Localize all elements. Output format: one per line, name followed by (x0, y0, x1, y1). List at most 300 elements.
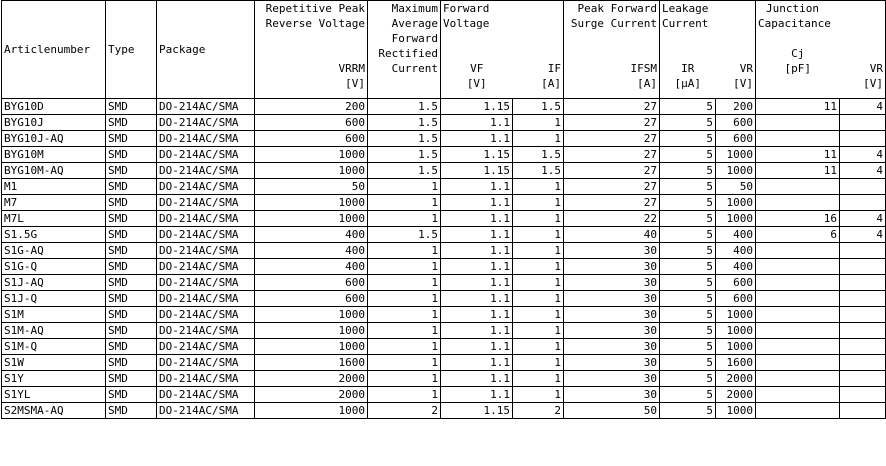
cell-vr: 400 (716, 227, 756, 243)
cell-vrrm: 1000 (255, 403, 368, 419)
cell-package: DO-214AC/SMA (157, 307, 255, 323)
cell-ir: 5 (660, 115, 716, 131)
cell-package: DO-214AC/SMA (157, 243, 255, 259)
header-fv-title-1: Forward (443, 2, 490, 15)
table-row (2, 227, 886, 243)
cell-ir: 5 (660, 147, 716, 163)
cell-article: S1J-Q (2, 291, 106, 307)
cell-article: S1.5G (2, 227, 106, 243)
cell-vf: 1.1 (441, 275, 513, 291)
cell-vf: 1.15 (441, 147, 513, 163)
header-vrrm-title-1: Repetitive Peak (265, 2, 365, 15)
cell-ir: 5 (660, 403, 716, 419)
cell-io: 1 (368, 275, 441, 291)
cell-type: SMD (106, 371, 157, 387)
header-ifsm-symbol: IFSM (630, 62, 657, 75)
cell-cj: 11 (756, 163, 840, 179)
cell-package: DO-214AC/SMA (157, 259, 255, 275)
cell-io: 1.5 (368, 227, 441, 243)
diode-spec-table (1, 0, 886, 419)
cell-vr2 (840, 339, 886, 355)
header-ir-symbol: IR (681, 62, 695, 75)
header-fv-title-2: Voltage (443, 17, 490, 30)
cell-if: 1.5 (513, 99, 564, 115)
cell-vr: 50 (716, 179, 756, 195)
cell-io: 2 (368, 403, 441, 419)
cell-vr: 1000 (716, 211, 756, 227)
cell-io: 1 (368, 259, 441, 275)
cell-ir: 5 (660, 387, 716, 403)
cell-vr: 600 (716, 275, 756, 291)
cell-ir: 5 (660, 259, 716, 275)
header-io-title-3: Forward (391, 32, 438, 45)
cell-if: 1.5 (513, 163, 564, 179)
header-vf-unit: [V] (466, 77, 487, 90)
cell-article: S2MSMA-AQ (2, 403, 106, 419)
table-row (2, 195, 886, 211)
cell-vf: 1.1 (441, 211, 513, 227)
cell-type: SMD (106, 387, 157, 403)
cell-vr: 1000 (716, 323, 756, 339)
cell-vf: 1.1 (441, 323, 513, 339)
table-row (2, 371, 886, 387)
cell-ir: 5 (660, 323, 716, 339)
cell-vr: 600 (716, 115, 756, 131)
cell-type: SMD (106, 211, 157, 227)
cell-article: S1M-AQ (2, 323, 106, 339)
cell-if: 1 (513, 259, 564, 275)
cell-vr2: 4 (840, 227, 886, 243)
cell-vr2 (840, 355, 886, 371)
cell-ifsm: 30 (564, 371, 660, 387)
header-package (157, 1, 255, 99)
cell-vr2 (840, 403, 886, 419)
cell-vr2 (840, 195, 886, 211)
cell-package: DO-214AC/SMA (157, 211, 255, 227)
cell-vr2: 4 (840, 147, 886, 163)
cell-vrrm: 600 (255, 131, 368, 147)
cell-type: SMD (106, 99, 157, 115)
cell-vf: 1.1 (441, 259, 513, 275)
cell-vr2 (840, 243, 886, 259)
cell-ifsm: 27 (564, 195, 660, 211)
cell-type: SMD (106, 195, 157, 211)
cell-ifsm: 30 (564, 275, 660, 291)
cell-article: BYG10J-AQ (2, 131, 106, 147)
cell-ir: 5 (660, 195, 716, 211)
cell-cj (756, 259, 840, 275)
cell-article: S1M (2, 307, 106, 323)
cell-package: DO-214AC/SMA (157, 291, 255, 307)
cell-article: S1G-Q (2, 259, 106, 275)
header-ifsm-title-2: Surge Current (570, 17, 657, 30)
header-vf (441, 1, 513, 99)
cell-vr: 1000 (716, 339, 756, 355)
cell-cj (756, 307, 840, 323)
cell-vr: 1600 (716, 355, 756, 371)
cell-vrrm: 2000 (255, 387, 368, 403)
cell-vr2 (840, 291, 886, 307)
cell-cj: 11 (756, 147, 840, 163)
cell-cj (756, 291, 840, 307)
table-row (2, 275, 886, 291)
header-vr-symbol: VR (739, 62, 753, 75)
header-ir-unit: [µA] (674, 77, 701, 90)
cell-vf: 1.1 (441, 371, 513, 387)
cell-ir: 5 (660, 243, 716, 259)
cell-io: 1 (368, 387, 441, 403)
cell-package: DO-214AC/SMA (157, 115, 255, 131)
cell-vr: 1000 (716, 147, 756, 163)
cell-ifsm: 27 (564, 99, 660, 115)
cell-vr2: 4 (840, 211, 886, 227)
table-row (2, 403, 886, 419)
cell-package: DO-214AC/SMA (157, 339, 255, 355)
cell-cj: 6 (756, 227, 840, 243)
cell-package: DO-214AC/SMA (157, 275, 255, 291)
cell-article: BYG10M (2, 147, 106, 163)
cell-io: 1 (368, 339, 441, 355)
cell-vf: 1.1 (441, 195, 513, 211)
cell-cj: 16 (756, 211, 840, 227)
cell-cj (756, 387, 840, 403)
cell-vf: 1.1 (441, 243, 513, 259)
cell-vrrm: 600 (255, 115, 368, 131)
cell-vr2 (840, 307, 886, 323)
header-vr2-symbol: VR (869, 62, 883, 75)
cell-ifsm: 27 (564, 115, 660, 131)
cell-cj (756, 115, 840, 131)
cell-if: 1 (513, 291, 564, 307)
table-row (2, 307, 886, 323)
cell-type: SMD (106, 291, 157, 307)
cell-vrrm: 1000 (255, 147, 368, 163)
cell-type: SMD (106, 243, 157, 259)
table-row (2, 355, 886, 371)
table-row (2, 131, 886, 147)
cell-io: 1 (368, 179, 441, 195)
cell-ir: 5 (660, 131, 716, 147)
header-if-unit: [A] (541, 77, 561, 90)
table-row (2, 99, 886, 115)
cell-vf: 1.15 (441, 403, 513, 419)
cell-vrrm: 1000 (255, 323, 368, 339)
cell-if: 1 (513, 371, 564, 387)
cell-vr: 400 (716, 259, 756, 275)
cell-vr: 1000 (716, 163, 756, 179)
cell-package: DO-214AC/SMA (157, 131, 255, 147)
header-type-label: Type (108, 43, 135, 56)
table-row (2, 291, 886, 307)
header-ifsm (564, 1, 660, 99)
table-row (2, 179, 886, 195)
cell-vf: 1.1 (441, 387, 513, 403)
cell-ifsm: 27 (564, 131, 660, 147)
cell-vrrm: 1000 (255, 307, 368, 323)
cell-vr: 1000 (716, 403, 756, 419)
header-if-symbol: IF (547, 62, 561, 75)
cell-ifsm: 30 (564, 307, 660, 323)
cell-vr: 2000 (716, 371, 756, 387)
cell-ifsm: 50 (564, 403, 660, 419)
cell-ir: 5 (660, 275, 716, 291)
cell-cj (756, 195, 840, 211)
cell-cj (756, 371, 840, 387)
cell-vf: 1.1 (441, 115, 513, 131)
table-row (2, 387, 886, 403)
header-lc-title-2: Current (662, 17, 709, 30)
cell-if: 1 (513, 243, 564, 259)
cell-io: 1 (368, 195, 441, 211)
cell-article: S1Y (2, 371, 106, 387)
cell-vr: 600 (716, 291, 756, 307)
table-row (2, 163, 886, 179)
header-cj-symbol: Cj (791, 47, 805, 60)
cell-vf: 1.1 (441, 291, 513, 307)
header-vrrm-title-2: Reverse Voltage (265, 17, 365, 30)
cell-package: DO-214AC/SMA (157, 403, 255, 419)
cell-vr2: 4 (840, 99, 886, 115)
header-io-title-5: Current (391, 62, 438, 75)
cell-vr2 (840, 179, 886, 195)
cell-vf: 1.1 (441, 131, 513, 147)
cell-vrrm: 600 (255, 275, 368, 291)
cell-article: S1M-Q (2, 339, 106, 355)
cell-vrrm: 50 (255, 179, 368, 195)
cell-vrrm: 400 (255, 243, 368, 259)
cell-vf: 1.1 (441, 339, 513, 355)
header-cj (756, 1, 840, 99)
header-ifsm-unit: [A] (637, 77, 657, 90)
cell-type: SMD (106, 115, 157, 131)
cell-vf: 1.15 (441, 163, 513, 179)
cell-ifsm: 30 (564, 291, 660, 307)
cell-type: SMD (106, 355, 157, 371)
cell-package: DO-214AC/SMA (157, 163, 255, 179)
header-row (2, 1, 886, 99)
cell-vr: 600 (716, 131, 756, 147)
cell-package: DO-214AC/SMA (157, 323, 255, 339)
cell-type: SMD (106, 339, 157, 355)
cell-vf: 1.15 (441, 99, 513, 115)
cell-if: 1 (513, 339, 564, 355)
cell-vf: 1.1 (441, 227, 513, 243)
table-row (2, 243, 886, 259)
cell-ifsm: 30 (564, 387, 660, 403)
cell-article: M7L (2, 211, 106, 227)
cell-vrrm: 1000 (255, 211, 368, 227)
cell-vrrm: 200 (255, 99, 368, 115)
cell-cj (756, 403, 840, 419)
cell-package: DO-214AC/SMA (157, 147, 255, 163)
cell-vf: 1.1 (441, 355, 513, 371)
header-vr2-unit: [V] (863, 77, 883, 90)
cell-article: BYG10D (2, 99, 106, 115)
cell-type: SMD (106, 307, 157, 323)
cell-io: 1 (368, 323, 441, 339)
header-ifsm-title-1: Peak Forward (577, 2, 657, 15)
cell-if: 1 (513, 211, 564, 227)
cell-io: 1 (368, 307, 441, 323)
cell-ir: 5 (660, 307, 716, 323)
cell-article: S1G-AQ (2, 243, 106, 259)
cell-cj (756, 179, 840, 195)
cell-if: 2 (513, 403, 564, 419)
cell-article: S1J-AQ (2, 275, 106, 291)
cell-if: 1 (513, 387, 564, 403)
cell-vr2 (840, 387, 886, 403)
header-vr-unit: [V] (733, 77, 753, 90)
cell-io: 1 (368, 371, 441, 387)
table-row (2, 339, 886, 355)
cell-vrrm: 2000 (255, 371, 368, 387)
header-io-title-4: Rectified (378, 47, 438, 60)
cell-vrrm: 600 (255, 291, 368, 307)
cell-cj (756, 339, 840, 355)
cell-ir: 5 (660, 355, 716, 371)
cell-vr2 (840, 323, 886, 339)
cell-ifsm: 27 (564, 179, 660, 195)
cell-cj (756, 355, 840, 371)
cell-ir: 5 (660, 227, 716, 243)
cell-ifsm: 30 (564, 323, 660, 339)
cell-io: 1.5 (368, 163, 441, 179)
cell-vr: 1000 (716, 307, 756, 323)
cell-type: SMD (106, 147, 157, 163)
cell-vrrm: 1000 (255, 163, 368, 179)
header-vr (716, 1, 756, 99)
header-cj-unit: [pF] (784, 62, 811, 75)
cell-type: SMD (106, 259, 157, 275)
cell-vr2 (840, 131, 886, 147)
cell-ifsm: 40 (564, 227, 660, 243)
cell-vr2 (840, 371, 886, 387)
cell-type: SMD (106, 275, 157, 291)
cell-if: 1 (513, 323, 564, 339)
cell-article: M7 (2, 195, 106, 211)
cell-ir: 5 (660, 163, 716, 179)
cell-ifsm: 27 (564, 163, 660, 179)
cell-article: BYG10J (2, 115, 106, 131)
cell-ir: 5 (660, 99, 716, 115)
cell-type: SMD (106, 323, 157, 339)
cell-ifsm: 27 (564, 147, 660, 163)
cell-ifsm: 30 (564, 339, 660, 355)
cell-package: DO-214AC/SMA (157, 195, 255, 211)
table-body (2, 99, 886, 419)
cell-vf: 1.1 (441, 179, 513, 195)
header-io-title-2: Average (391, 17, 438, 30)
cell-if: 1 (513, 307, 564, 323)
header-articlenumber (2, 1, 106, 99)
cell-vrrm: 1000 (255, 339, 368, 355)
header-type (106, 1, 157, 99)
cell-package: DO-214AC/SMA (157, 371, 255, 387)
cell-if: 1 (513, 355, 564, 371)
cell-package: DO-214AC/SMA (157, 227, 255, 243)
cell-ir: 5 (660, 179, 716, 195)
cell-cj (756, 243, 840, 259)
header-ir (660, 1, 716, 99)
cell-cj (756, 131, 840, 147)
cell-if: 1 (513, 227, 564, 243)
cell-cj (756, 275, 840, 291)
cell-article: S1YL (2, 387, 106, 403)
header-vrrm-unit: [V] (345, 77, 365, 90)
cell-ifsm: 30 (564, 243, 660, 259)
cell-if: 1.5 (513, 147, 564, 163)
table-row (2, 147, 886, 163)
cell-article: BYG10M-AQ (2, 163, 106, 179)
cell-if: 1 (513, 195, 564, 211)
header-vrrm (255, 1, 368, 99)
cell-article: S1W (2, 355, 106, 371)
cell-ifsm: 30 (564, 259, 660, 275)
cell-vr: 200 (716, 99, 756, 115)
cell-vrrm: 400 (255, 227, 368, 243)
cell-vr2 (840, 259, 886, 275)
cell-if: 1 (513, 115, 564, 131)
cell-ifsm: 30 (564, 355, 660, 371)
cell-vr: 400 (716, 243, 756, 259)
cell-vr2: 4 (840, 163, 886, 179)
cell-io: 1 (368, 243, 441, 259)
cell-io: 1 (368, 211, 441, 227)
cell-type: SMD (106, 163, 157, 179)
cell-vr: 1000 (716, 195, 756, 211)
cell-ir: 5 (660, 339, 716, 355)
cell-type: SMD (106, 131, 157, 147)
cell-package: DO-214AC/SMA (157, 99, 255, 115)
cell-io: 1 (368, 355, 441, 371)
cell-vr2 (840, 115, 886, 131)
cell-vr2 (840, 275, 886, 291)
cell-article: M1 (2, 179, 106, 195)
header-jc-title-2: Capacitance (758, 17, 831, 30)
cell-io: 1.5 (368, 115, 441, 131)
cell-package: DO-214AC/SMA (157, 387, 255, 403)
cell-vrrm: 1000 (255, 195, 368, 211)
cell-ir: 5 (660, 291, 716, 307)
header-if (513, 1, 564, 99)
cell-type: SMD (106, 227, 157, 243)
header-io-title-1: Maximum (391, 2, 438, 15)
cell-ifsm: 22 (564, 211, 660, 227)
cell-io: 1 (368, 291, 441, 307)
header-vr2 (840, 1, 886, 99)
header-lc-title-1: Leakage (662, 2, 709, 15)
cell-if: 1 (513, 131, 564, 147)
cell-ir: 5 (660, 371, 716, 387)
header-jc-title-1: Junction (766, 2, 819, 15)
header-package-label: Package (159, 43, 206, 56)
cell-io: 1.5 (368, 147, 441, 163)
cell-cj (756, 323, 840, 339)
cell-package: DO-214AC/SMA (157, 355, 255, 371)
header-vrrm-symbol: VRRM (338, 62, 365, 75)
cell-type: SMD (106, 403, 157, 419)
table-row (2, 115, 886, 131)
cell-type: SMD (106, 179, 157, 195)
cell-if: 1 (513, 275, 564, 291)
cell-vrrm: 400 (255, 259, 368, 275)
header-vf-symbol: VF (470, 62, 484, 75)
cell-io: 1.5 (368, 99, 441, 115)
cell-vrrm: 1600 (255, 355, 368, 371)
table-row (2, 259, 886, 275)
header-articlenumber-label: Articlenumber (4, 43, 91, 56)
table-row (2, 211, 886, 227)
